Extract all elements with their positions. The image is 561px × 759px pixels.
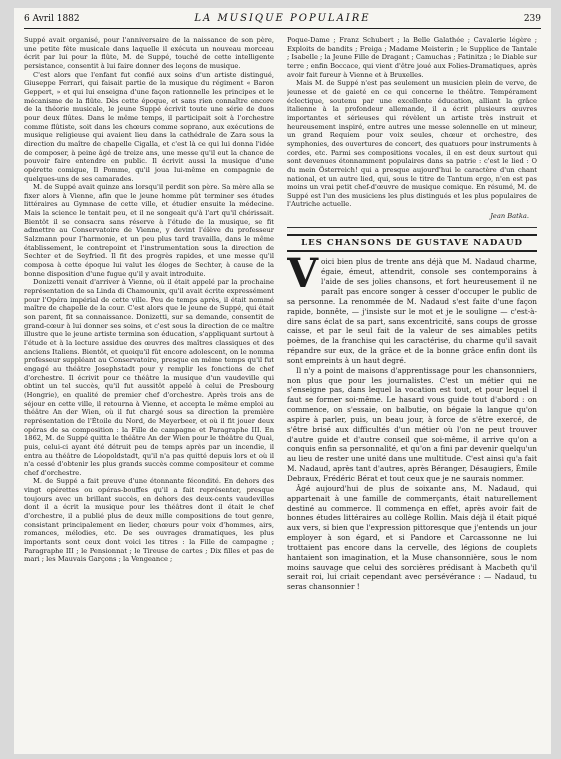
article-signature: Jean Batka. bbox=[490, 212, 529, 221]
page-header bbox=[24, 12, 541, 29]
drop-cap: V bbox=[287, 250, 319, 298]
paragraph: M. de Suppé a fait preuve d'une étonnante fécondité. En dehors des vingt opérettes ou opéras-bouffes qu'il a fait représenter, presque toujours avec un brillant succès, en dehors des deux-cents vaudevilles dont il a écrit la musique pour les théâtres dont il était le chef d'orchestre, il a publié plus de deux mille compositions de tout genre, consistant principalement en lieder, chœurs pour voix d'hommes, airs, romances, mélodies, etc. De ses ouvrages dramatiques, les plus importants sont ceux dont voici les titres : la Fille de campagne ; Paragraphe III ; le Pensionnat ; le Tireuse de cartes ; Dix filles et pas de mari ; les Mauvais Garçons ; la Vengeance ; bbox=[24, 477, 274, 564]
right-column bbox=[287, 36, 537, 746]
paragraph: C'est alors que l'enfant fut confié aux soins d'un artiste distingué, Giuseppe Ferrari, qui faisait partie de la musique du régiment « Baron Geppert, » et qui lui enseigna d'une façon rationnelle les principes et le mécanisme de la flûte. Dès cette époque, et sans rien connaître encore de la théorie musicale, le jeune Suppé écrivit toute une série de duos pour deux flûtes. Dans le même temps, il participait soit à l'orchestre comme flûtiste, soit dans les chœurs comme soprano, aux exécutions de musique religieuse qui avaient lieu dans la cathédrale de Zara sous la direction du maître de chapelle Cigalla, et c'est là ce qui lui donna l'idée de composer, à peine âgé de treize ans, une messe qu'il eut la chance de pouvoir faire entendre en public. Il écrivit aussi la musique d'une opérette comique, Il Pomme, qu'il joua lui-même en compagnie de quelques-uns de ses camarades. bbox=[24, 70, 274, 183]
paragraph: Il n'y a point de maisons d'apprentissage pour les chansonniers, non plus que pour les journalistes. C'est un métier qui ne s'enseigne pas, dans lequel la vocation est tout, et pour lequel il faut se former soi-même. Le hasard vous guide tout d'abord : on commence, on s'essaie, on balbutie, on bégaie la langue qu'on aspire à parler, puis, un beau jour, à force de s'être exercé, de s'être brisé aux difficultés d'un métier où l'on ne peut trouver d'autre guide et d'autre conseil que soi-même, il arrive qu'on a conquis enfin sa personnalité, et qu'on a fini par devenir quelqu'un au lieu de rester une unité dans une multitude. C'est ainsi qu'a fait M. Nadaud, après tant d'autres, après Béranger, Désaugiers, Émile Debraux, Frédéric Bérat et tout ceux que je ne saurais nommer. bbox=[287, 365, 537, 483]
paragraph: oici bien plus de trente ans déjà que M. Nadaud charme, égaie, émeut, attendrit, console ses contemporains à l'aide de ses jolies chansons, et fort heureusement il ne paraît pas encore songer à cesser d'occuper le public de sa personne. La renommée de M. Nadaud s'est faite d'une façon rapide, bonnête, — j'insiste sur le mot et je le souligne — c'est-à-dire sans éclat de sa part, sans excentricité, sans coups de grosse caisse, et par le seul fait de la valeur de ses aimables petits poèmes, de la franchise qui les caractérise, du charme qu'il savait répandre sur eux, de la grâce et de la bonne grâce enfin dont ils sont empreints à un haut degré. bbox=[287, 257, 537, 365]
article-title: LES CHANSONS DE GUSTAVE NADAUD bbox=[287, 234, 537, 253]
page-number: 239 bbox=[523, 14, 541, 24]
paragraph: Donizetti venait d'arriver à Vienne, où il était appelé par la prochaine représentation de sa Linda di Chamounix, qu'il avait écrite expressément pour l'Opéra impérial de cette ville. Peu de temps après, il était nommé maître de chapelle de la cour. C'est alors que le jeune de Suppé, qui était son parent, fit sa connaissance. Donizetti, sur sa demande, consentit de grand-cœur à lui donner ses soins, et c'est sous la direction de ce maître illustre que le jeune artiste termina son éducation, s'appliquant surtout à l'étude et à la lecture assidue des œuvres des maîtres classiques et des anciens Italiens. Bientôt, et quoiqu'il fût encore adolescent, on le nomma professeur suppléant au Conservatoire, presque en même temps qu'il fut engagé au théâtre Josephstadt pour y remplir les fonctions de chef d'orchestre. Il écrivit pour ce théâtre la musique d'un vaudeville qui obtint un tel succès, qu'il fut aussitôt appelé à celui de Presbourg (Hongrie), en qualité de premier chef d'orchestre. Après trois ans de séjour en cette ville, il retourna à Vienne, et accepta le même emploi au théâtre An der Wien, où il fut chargé sous sa direction la première représentation de l'Étoile du Nord, de Meyerbeer, et où il fit jouer deux opéras de sa composition : la Fille de campagne et Paragraphe III. En 1862, M. de Suppé quitta le théâtre An der Wien pour le théâtre du Quai, puis, celui-ci ayant été détruit peu de temps après par un incendie, il entra au théâtre de Léopoldstadt, qu'il n'a pas quitté depuis lors et où il n'a cessé d'obtenir les plus grands succès comme compositeur et comme chef d'orchestre. bbox=[24, 278, 274, 477]
paragraph: Poque-Dame ; Franz Schubert ; la Belle Galathée ; Cavalerie légère ; Exploits de bandits ; Freiga ; Madame Meisterin ; le Supplice de Tantale ; Isabelle ; la Jeune Fille de Dragant ; Camuchas ; Fatinitza ; le Diable sur terre ; enfin Boccace, qui vient d'être joué aux Folies-Dramatiques, après avoir fait fureur à Vienne et à Bruxelles. bbox=[287, 36, 537, 79]
paragraph: Âgé aujourd'hui de plus de soixante ans, M. Nadaud, qui appartenait à une famille de commerçants, était naturellement destiné au commerce. Il commença en effet, après avoir fait de bonnes études littéraires au collège Rollin. Mais déjà il était piqué aux vers, si bien que l'expression pittoresque que j'entends un jour employer à son égard, et si Pandore et Carcassonne ne lui trottaient pas encore dans la cervelle, des légions de couplets hantaient son imagination, et la Muse chansonnière, sous le nom moins sauvage que celui des sorcières prédisant à Macbeth qu'il serait roi, lui criait cependant avec persévérance : — Nadaud, tu seras chansonnier ! bbox=[287, 483, 537, 592]
paragraph: M. de Suppé avait quinze ans lorsqu'il perdit son père. Sa mère alla se fixer alors à Vienne, afin que le jeune homme pût terminer ses études littéraires au Gymnase de cette ville, et étudier ensuite la médecine. Mais la science le tentait peu, et il ne songeait qu'à l'art qu'il chérissait. Bientôt il se consacra sans réserve à l'étude de la musique, se fit admettre au Conservatoire de Vienne, y devint l'élève du professeur Salzmann pour l'harmonie, et un peu plus tard travailla, dans le même établissement, le contrepoint et l'instrumentation sous la direction de Sechter et de Seyfried. Il fit des progrès rapides, et une messe qu'il composa à cette époque lui valut les éloges de Sechter, à cause de la bonne disposition d'une fugue qu'il y avait introduite. bbox=[24, 183, 274, 278]
paragraph: Suppé avait organisé, pour l'anniversaire de la naissance de son père, une petite fête musicale dans laquelle il exécuta un nouveau morceau écrit par lui pour la flûte, M. de Suppé, touché de cette intelligente persistance, consentit à lui faire donner des leçons de musique. bbox=[24, 36, 274, 70]
journal-title: LA MUSIQUE POPULAIRE bbox=[194, 13, 371, 24]
section-divider bbox=[287, 227, 537, 228]
newspaper-page bbox=[14, 8, 551, 754]
article-first-paragraph bbox=[287, 250, 537, 365]
left-column bbox=[24, 36, 274, 746]
issue-date: 6 Avril 1882 bbox=[24, 14, 80, 24]
paragraph: Mais M. de Suppé n'est pas seulement un musicien plein de verve, de jeunesse et de gaieté en ce qui concerne le théâtre. Tempérament éclectique, soutenu par une excellente éducation, alliant la grâce italienne à la profondeur allemande, il a écrit plusieurs œuvres importantes et sérieuses qui révèlent un artiste très instruit et heureusement inspiré, entre autres une messe solennelle en ut mineur, un grand Requiem pour voix seules, chœur et orchestre, des symphonies, des ouvertures de concert, des quatuors pour instruments à cordes, etc. Parmi ses compositions vocales, il en est deux surtout qui sont devenues étonnamment populaires dans sa patrie : c'est le lied : O du mein Österreich! qui a presque aujourd'hui le caractère d'un chant national, et un autre lied, qui, sous le titre de Tantum ergo, n'en est pas moins un vrai petit chef-d'œuvre de musique comique. En résumé, M. de Suppé est l'un des musiciens les plus distingués et les plus populaires de l'Autriche actuelle. bbox=[287, 79, 537, 209]
